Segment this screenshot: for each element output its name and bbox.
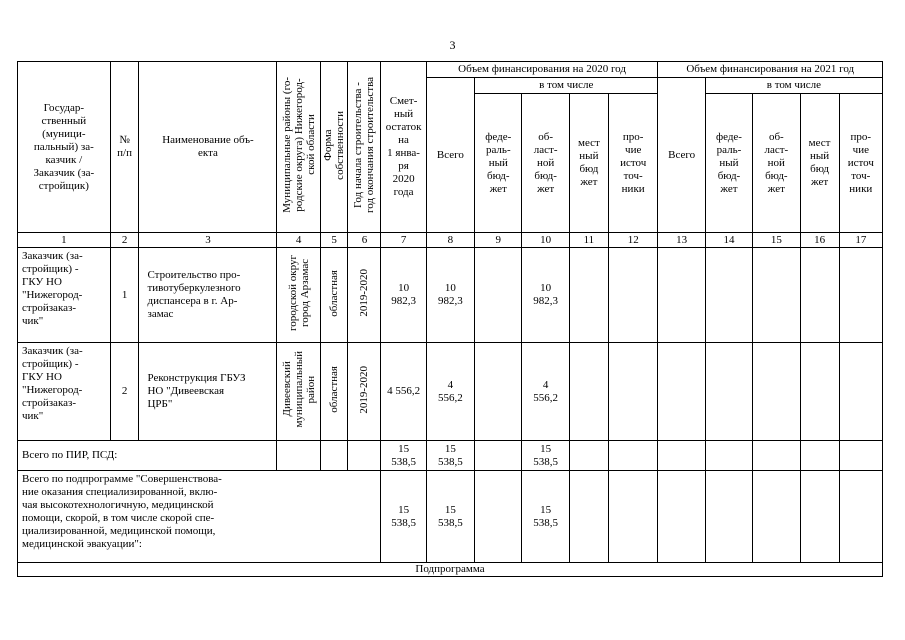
total-pir-label: Всего по ПИР, ПСД: — [18, 441, 277, 471]
row-balance: 4 556,2 — [381, 343, 426, 441]
header-other-2020: про- чие источ точ- ники — [608, 94, 657, 233]
header-total-2021: Всего — [658, 78, 705, 233]
col-number: 7 — [381, 233, 426, 248]
header-object-name: Наименование объ- екта — [139, 62, 277, 233]
row-local-2020 — [569, 248, 608, 343]
subprogram-row — [18, 563, 883, 577]
row-total-2021 — [658, 248, 705, 343]
col-number: 5 — [320, 233, 348, 248]
row-total-2020: 10 982,3 — [426, 248, 474, 343]
col-number: 15 — [753, 233, 800, 248]
empty-cell — [658, 441, 705, 471]
empty-cell — [608, 471, 657, 563]
col-number: 2 — [110, 233, 139, 248]
header-ownership-text: Форма собственности — [322, 110, 347, 180]
header-num: № п/п — [110, 62, 139, 233]
total-sub-balance: 15 538,5 — [381, 471, 426, 563]
header-ownership — [320, 62, 348, 233]
column-numbers-row — [18, 233, 883, 248]
total-subprogram-row — [18, 471, 883, 563]
col-number: 4 — [277, 233, 320, 248]
header-including-2020: в том числе — [475, 78, 658, 94]
row-local-2020 — [569, 343, 608, 441]
total-pir-regional-2020: 15 538,5 — [522, 441, 569, 471]
row-years — [348, 343, 381, 441]
row-regional-2020: 10 982,3 — [522, 248, 569, 343]
row-regional-2021 — [753, 248, 800, 343]
row-total-2021 — [658, 343, 705, 441]
header-fin2021: Объем финансирования на 2021 год — [658, 62, 883, 78]
col-number: 8 — [426, 233, 474, 248]
row-ownership — [320, 248, 348, 343]
header-including-2021: в том числе — [705, 78, 882, 94]
row-district — [277, 248, 320, 343]
total-pir-total-2020: 15 538,5 — [426, 441, 474, 471]
header-total-2020: Всего — [426, 78, 474, 233]
empty-cell — [348, 441, 381, 471]
header-regional-2021: об- ласт- ной бюд- жет — [753, 94, 800, 233]
row-federal-2021 — [705, 248, 752, 343]
col-number: 10 — [522, 233, 569, 248]
table-row — [18, 248, 883, 343]
empty-cell — [608, 441, 657, 471]
row-other-2020 — [608, 248, 657, 343]
empty-cell — [569, 471, 608, 563]
col-number: 12 — [608, 233, 657, 248]
total-pir-balance: 15 538,5 — [381, 441, 426, 471]
header-local-2020: мест ный бюд жет — [569, 94, 608, 233]
col-number: 14 — [705, 233, 752, 248]
row-other-2021 — [839, 343, 882, 441]
row-object-name: Реконструкция ГБУЗ НО "Дивеевская ЦРБ" — [139, 343, 277, 441]
header-years-text: Год начала строительства - год окончания строительства — [352, 77, 377, 213]
row-other-2020 — [608, 343, 657, 441]
empty-cell — [800, 441, 839, 471]
row-num: 2 — [110, 343, 139, 441]
empty-cell — [753, 441, 800, 471]
header-district — [277, 62, 320, 233]
row-district-text: Дивеевский муниципальный район — [280, 351, 317, 428]
header-district-text: Муниципальные районы (го- родские округа) Нижегород- ской области — [280, 77, 317, 213]
col-number: 17 — [839, 233, 882, 248]
col-number: 13 — [658, 233, 705, 248]
total-subprogram-label: Всего по подпрограмме "Совершенствова- ние оказания специализированной, вклю- чая высокотехнологичную, медицинской помощи, скорой, в том числе скорой спе- циализированной, медицинской помощи, медицинской эвакуации": — [18, 471, 381, 563]
row-years-text: 2019-2020 — [358, 365, 371, 414]
page-number: 3 — [449, 38, 456, 52]
row-federal-2021 — [705, 343, 752, 441]
empty-cell — [569, 441, 608, 471]
row-ownership-text: областная — [328, 366, 341, 413]
row-customer: Заказчик (за- стройщик) - ГКУ НО "Нижегород- стройзаказ- чик" — [18, 248, 111, 343]
row-ownership — [320, 343, 348, 441]
row-federal-2020 — [475, 343, 522, 441]
header-federal-2021: феде- раль- ный бюд- жет — [705, 94, 752, 233]
header-fin2020: Объем финансирования на 2020 год — [426, 62, 658, 78]
row-local-2021 — [800, 248, 839, 343]
header-local-2021: мест ный бюд жет — [800, 94, 839, 233]
row-other-2021 — [839, 248, 882, 343]
row-num: 1 — [110, 248, 139, 343]
col-number: 1 — [18, 233, 111, 248]
empty-cell — [800, 471, 839, 563]
financing-table — [17, 61, 883, 577]
header-federal-2020: феде- раль- ный бюд- жет — [475, 94, 522, 233]
row-years — [348, 248, 381, 343]
table-row — [18, 343, 883, 441]
col-number: 3 — [139, 233, 277, 248]
empty-cell — [320, 441, 348, 471]
row-object-name: Строительство про- тивотуберкулезного диспансера в г. Ар- замас — [139, 248, 277, 343]
row-district — [277, 343, 320, 441]
header-row-1 — [18, 62, 883, 78]
col-number: 6 — [348, 233, 381, 248]
empty-cell — [753, 471, 800, 563]
header-regional-2020: об- ласт- ной бюд- жет — [522, 94, 569, 233]
row-federal-2020 — [475, 248, 522, 343]
row-local-2021 — [800, 343, 839, 441]
header-other-2021: про- чие источ точ- ники — [839, 94, 882, 233]
empty-cell — [475, 441, 522, 471]
header-balance: Смет- ный остаток на 1 янва- ря 2020 года — [381, 62, 426, 233]
row-customer: Заказчик (за- стройщик) - ГКУ НО "Нижегород- стройзаказ- чик" — [18, 343, 111, 441]
row-district-text: городской округ город Арзамас — [286, 254, 311, 332]
header-customer: Государ- ственный (муници- пальный) за- казчик / Заказчик (за- стройщик) — [18, 62, 111, 233]
row-years-text: 2019-2020 — [358, 269, 371, 317]
row-regional-2021 — [753, 343, 800, 441]
header-years — [348, 62, 381, 233]
empty-cell — [705, 441, 752, 471]
empty-cell — [839, 441, 882, 471]
subprogram-label: Подпрограмма — [18, 563, 883, 577]
total-sub-regional-2020: 15 538,5 — [522, 471, 569, 563]
row-regional-2020: 4 556,2 — [522, 343, 569, 441]
row-ownership-text: областная — [328, 269, 341, 317]
col-number: 9 — [475, 233, 522, 248]
empty-cell — [658, 471, 705, 563]
total-pir-row — [18, 441, 883, 471]
empty-cell — [839, 471, 882, 563]
col-number: 11 — [569, 233, 608, 248]
empty-cell — [475, 471, 522, 563]
total-sub-total-2020: 15 538,5 — [426, 471, 474, 563]
col-number: 16 — [800, 233, 839, 248]
empty-cell — [705, 471, 752, 563]
row-balance: 10 982,3 — [381, 248, 426, 343]
empty-cell — [277, 441, 320, 471]
row-total-2020: 4 556,2 — [426, 343, 474, 441]
